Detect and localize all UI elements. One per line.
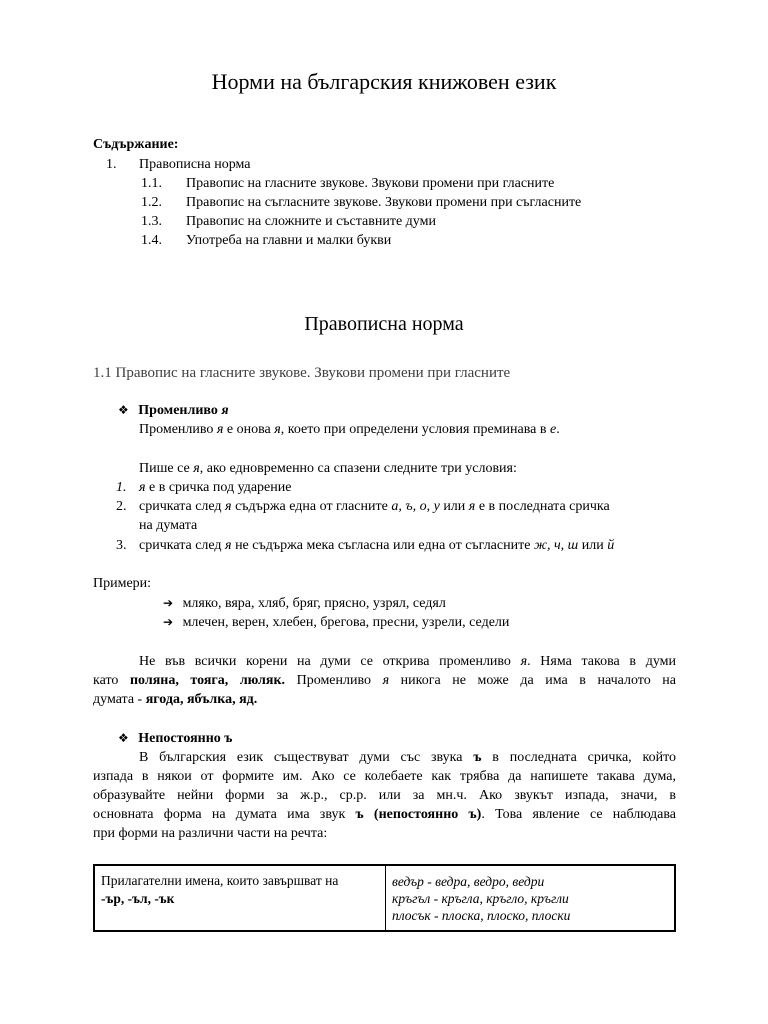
text-run: основната форма на думата има звук — [93, 807, 356, 822]
paragraph-line — [93, 671, 676, 690]
document-title: Норми на българския книжовен език — [211, 69, 557, 94]
text-run: думата - — [93, 692, 146, 707]
text-run: . — [556, 422, 560, 437]
toc-subitem-number: 1.4. — [141, 233, 162, 248]
cell-text: плосък - плоска, плоско, плоски — [392, 908, 571, 923]
conditions-intro — [139, 459, 517, 478]
text-run: я — [468, 499, 476, 514]
text-run: е в последната сричка — [475, 499, 610, 514]
text-run: сричката след — [139, 499, 226, 514]
paragraph-line: при форми на различни части на речта: — [93, 826, 328, 841]
text-run: съдържа една от гласните — [231, 499, 392, 514]
subsection-title: 1.1 Правопис на гласните звукове. Звукови промени при гласните — [93, 365, 511, 381]
text-run: никога не може да има в началото на — [389, 673, 676, 688]
cell-text: кръгъл - кръгла, кръгло, кръгли — [392, 891, 569, 906]
table-row — [94, 865, 675, 931]
changing-ya-heading-text: Променливо — [138, 403, 222, 418]
text-run: ъ (непостоянно ъ) — [355, 807, 482, 822]
toc-subitem-label: Правопис на сложните и съставните думи — [186, 214, 436, 229]
paragraph-line: изпада в някои от формите им. Ако се колебаете как трябва да напишете такава дума, — [93, 769, 676, 784]
paragraph-line — [93, 805, 676, 824]
example-line — [163, 594, 446, 613]
toc-heading: Съдържание: — [93, 137, 179, 152]
text-run: ъ — [473, 750, 482, 765]
text-run: , което при определени условия преминава в — [280, 422, 550, 437]
cell-text: ведър - ведра, ведро, ведри — [392, 874, 545, 889]
condition-number: 2. — [116, 499, 127, 514]
condition-text — [139, 536, 614, 555]
text-run: Не във всички корени на думи се открива променливо — [139, 654, 521, 669]
paragraph-line: образувайте нейни форми за ж.р., ср.р. или за мн.ч. Ако звукът изпада, значи, в — [93, 788, 676, 803]
text-run: ягода, ябълка, яд. — [145, 692, 258, 707]
text-run: поляна, тояга, люляк. — [129, 673, 286, 688]
text-run: й — [607, 538, 615, 553]
text-run: като — [93, 673, 130, 688]
text-run: . Няма такова в думи — [527, 654, 676, 669]
condition-text — [139, 478, 291, 497]
changing-ya-heading-letter: я — [221, 403, 229, 418]
text-run: ж, ч, ш — [533, 538, 579, 553]
cell-text: Прилагателни имена, които завършват на — [101, 873, 339, 888]
section-title: Правописна норма — [304, 313, 464, 335]
toc-subitem-label: Правопис на гласните звукове. Звукови промени при гласните — [186, 176, 555, 191]
example-text: мляко, вяра, хляб, бряг, прясно, узрял, седял — [182, 596, 446, 611]
diamond-bullet-icon: ❖ — [118, 403, 129, 417]
toc-subitem-number: 1.1. — [141, 176, 162, 191]
text-run: я — [225, 538, 232, 553]
diamond-bullet-icon: ❖ — [118, 731, 129, 745]
condition-text — [139, 497, 610, 516]
text-run: я — [225, 499, 232, 514]
example-line — [163, 613, 509, 632]
text-run: е — [550, 422, 557, 437]
text-run: или — [578, 538, 608, 553]
changing-ya-heading — [118, 401, 229, 420]
condition-number: 1. — [116, 480, 127, 495]
unstable-a-heading-text: Непостоянно ъ — [138, 731, 233, 746]
changing-ya-definition — [139, 420, 560, 439]
unstable-a-heading — [118, 729, 232, 748]
text-run: или — [439, 499, 469, 514]
text-run: я — [139, 480, 146, 495]
toc-subitem-label: Правопис на съгласните звукове. Звукови промени при съгласните — [186, 195, 582, 210]
paragraph-line — [139, 748, 676, 767]
toc-subitem-number: 1.2. — [141, 195, 162, 210]
adjectives-table — [93, 864, 676, 932]
paragraph-line — [93, 690, 257, 709]
text-run: , ако едновременно са спазени следните три условия: — [199, 461, 517, 476]
text-run: я — [382, 673, 390, 688]
text-run: не съдържа мека съгласна или една от съгласните — [231, 538, 534, 553]
text-run: Пише се — [139, 461, 194, 476]
arrow-right-icon: ➔ — [163, 596, 174, 610]
text-run: я — [193, 461, 200, 476]
text-run: . Това явление се наблюдава — [481, 807, 676, 822]
example-text: млечен, верен, хлебен, брегова, пресни, узрели, седели — [182, 615, 510, 630]
text-run: в последната сричка, който — [481, 750, 677, 765]
toc-item-number: 1. — [106, 157, 117, 172]
text-run: я — [274, 422, 281, 437]
table-cell-category — [94, 865, 386, 931]
text-run: сричката след — [139, 538, 226, 553]
text-run: е в сричка под ударение — [145, 480, 292, 495]
toc-item-label: Правописна норма — [139, 157, 251, 172]
text-run: а, ъ, о, у — [391, 499, 440, 514]
toc-subitem-number: 1.3. — [141, 214, 162, 229]
text-run: я — [520, 654, 528, 669]
condition-number: 3. — [116, 538, 127, 553]
table-cell-examples — [386, 865, 676, 931]
text-run: Променливо — [285, 673, 383, 688]
cell-text: -ър, -ъл, -ък — [101, 891, 175, 906]
toc-subitem-label: Употреба на главни и малки букви — [186, 233, 392, 248]
arrow-right-icon: ➔ — [163, 615, 174, 629]
condition-text-continued: на думата — [139, 518, 198, 533]
text-run: Променливо — [139, 422, 217, 437]
text-run: В българския език съществуват думи със звука — [139, 750, 474, 765]
text-run: я — [216, 422, 224, 437]
paragraph-line — [139, 652, 676, 671]
text-run: е онова — [223, 422, 275, 437]
examples-label: Примери: — [93, 576, 152, 591]
